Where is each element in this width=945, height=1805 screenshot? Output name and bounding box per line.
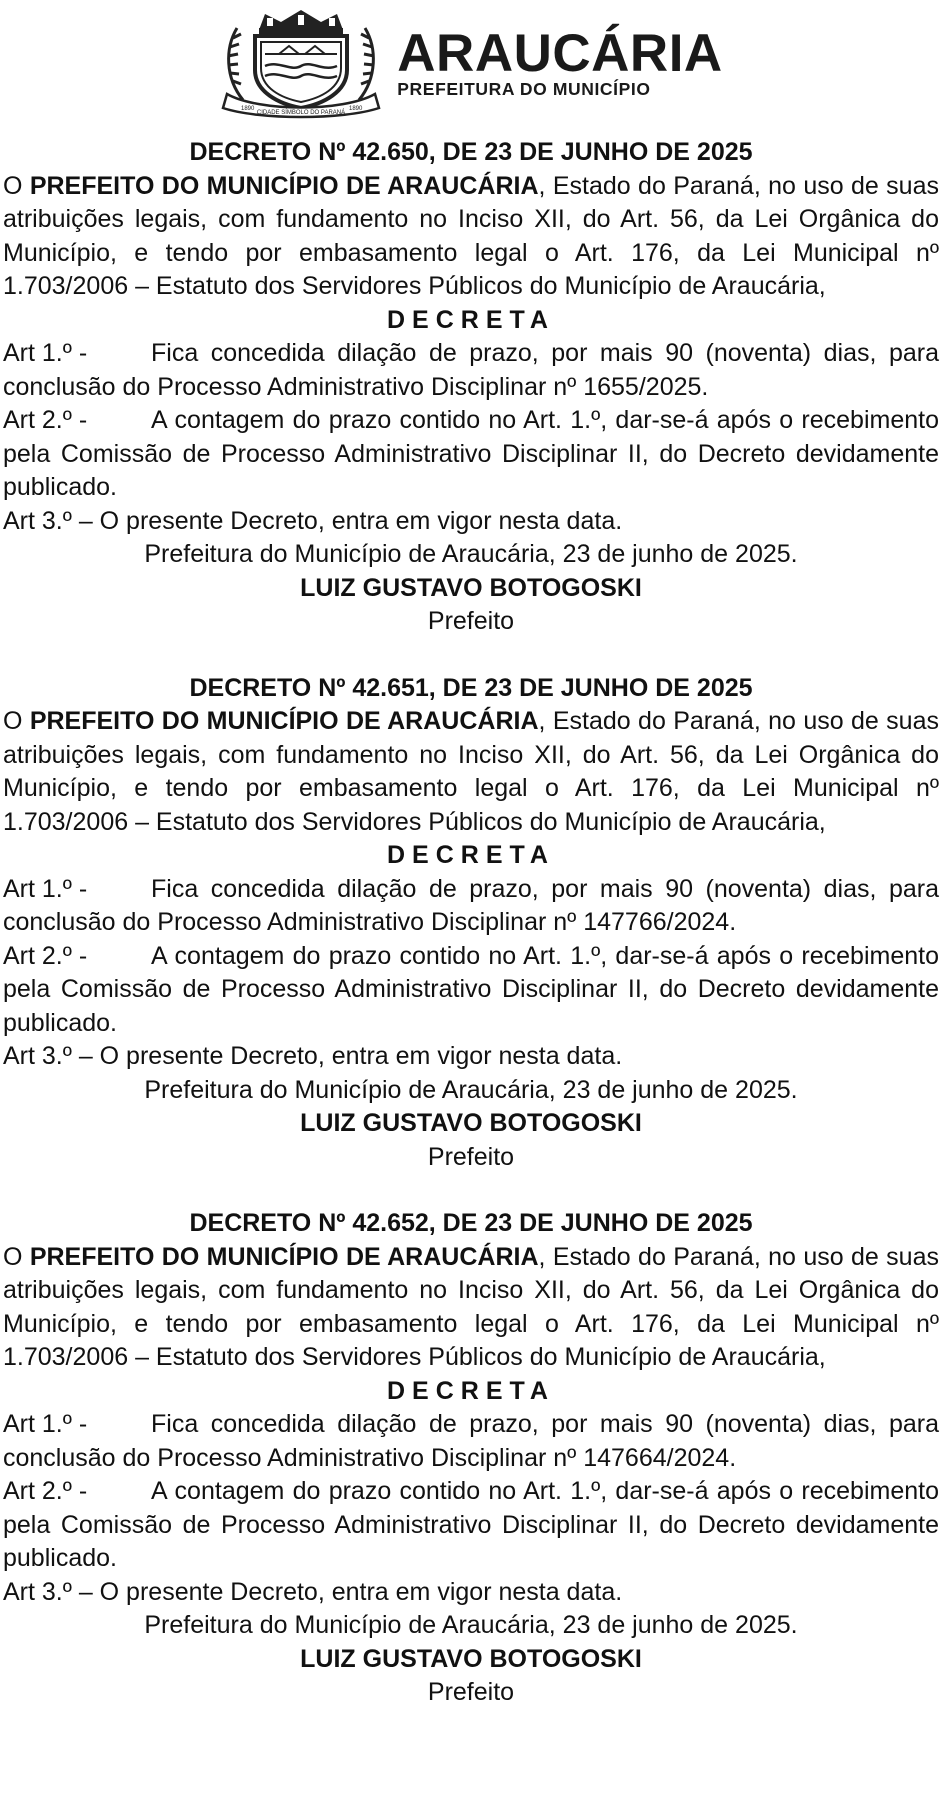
preamble-o: O xyxy=(3,1242,30,1271)
article-1 xyxy=(3,873,939,940)
signer-name: LUIZ GUSTAVO BOTOGOSKI xyxy=(300,573,642,602)
article-1-label: Art 1.º - xyxy=(3,874,88,903)
decree-preamble xyxy=(3,170,939,304)
signer-role: Prefeito xyxy=(427,1142,515,1171)
article-1-text: Fica concedida dilação de prazo, por mais 90 (noventa) dias, para conclusão do Processo Administrativo Disciplinar nº 147766/2024. xyxy=(3,874,939,936)
preamble-o: O xyxy=(3,171,30,200)
decree-title: DECRETO Nº 42.651, DE 23 DE JUNHO DE 2025 xyxy=(189,673,753,702)
crest-ribbon-left: 1890 xyxy=(241,106,255,112)
article-2-text: A contagem do prazo contido no Art. 1.º, dar-se-á após o recebimento pela Comissão de Processo Administrativo Disciplinar II, do Decreto devidamente publicado. xyxy=(3,406,939,501)
article-2 xyxy=(3,1475,939,1576)
preamble-authority: PREFEITO DO MUNICÍPIO DE ARAUCÁRIA xyxy=(29,707,539,735)
preamble-text: , Estado do Paraná, no uso de suas atribuições legais, com fundamento no Inciso XII, do Art. 56, da Lei Orgânica do Município, e tendo por embasamento legal o Art. 176, da Lei Municipal nº 1.703/2006 – Estatuto dos Servidores Públicos do Município de Araucária, xyxy=(3,171,939,300)
decreta-heading: DECRETA xyxy=(387,841,555,869)
crest-ribbon-center: CIDADE SÍMBOLO DO PARANÁ xyxy=(257,110,346,116)
place-date: Prefeitura do Município de Araucária, 23 de junho de 2025. xyxy=(144,1075,798,1104)
article-2-label: Art 2.º - xyxy=(3,406,88,434)
decreta-heading: DECRETA xyxy=(387,1376,555,1405)
article-3: Art 3.º – O presente Decreto, entra em vigor nesta data. xyxy=(3,1577,623,1606)
article-3: Art 3.º – O presente Decreto, entra em vigor nesta data. xyxy=(3,506,623,535)
preamble-text: , Estado do Paraná, no uso de suas atribuições legais, com fundamento no Inciso XII, do Art. 56, da Lei Orgânica do Município, e tendo por embasamento legal o Art. 176, da Lei Municipal nº 1.703/2006 – Estatuto dos Servidores Públicos do Município de Araucária, xyxy=(3,707,939,836)
crest-ribbon-right: 1890 xyxy=(349,106,363,112)
article-2 xyxy=(3,404,939,505)
article-3: Art 3.º – O presente Decreto, entra em vigor nesta data. xyxy=(3,1042,623,1070)
article-1-label: Art 1.º - xyxy=(3,1410,88,1438)
article-1-label: Art 1.º - xyxy=(3,339,88,367)
decree-block xyxy=(3,672,939,1175)
article-2 xyxy=(3,940,939,1041)
decreta-heading: DECRETA xyxy=(387,305,555,334)
article-2-label: Art 2.º - xyxy=(3,1477,88,1505)
signer-role: Prefeito xyxy=(427,1678,515,1706)
signer-role: Prefeito xyxy=(427,607,515,635)
article-1-text: Fica concedida dilação de prazo, por mais 90 (noventa) dias, para conclusão do Processo Administrativo Disciplinar nº 147664/2024. xyxy=(3,1410,939,1472)
municipal-crest-icon xyxy=(219,8,383,120)
preamble-text: , Estado do Paraná, no uso de suas atribuições legais, com fundamento no Inciso XII, do Art. 56, da Lei Orgânica do Município, e tendo por embasamento legal o Art. 176, da Lei Municipal nº 1.703/2006 – Estatuto dos Servidores Públicos do Município de Araucária, xyxy=(3,1242,939,1371)
preamble-authority: PREFEITO DO MUNICÍPIO DE ARAUCÁRIA xyxy=(29,171,539,200)
decree-block xyxy=(3,1207,939,1710)
article-1 xyxy=(3,1408,939,1475)
decree-preamble xyxy=(3,1241,939,1375)
article-1-text: Fica concedida dilação de prazo, por mais 90 (noventa) dias, para conclusão do Processo Administrativo Disciplinar nº 1655/2025. xyxy=(3,339,939,401)
page-header xyxy=(3,0,939,128)
signer-name: LUIZ GUSTAVO BOTOGOSKI xyxy=(300,1644,642,1673)
article-2-text: A contagem do prazo contido no Art. 1.º, dar-se-á após o recebimento pela Comissão de Processo Administrativo Disciplinar II, do Decreto devidamente publicado. xyxy=(3,941,939,1037)
signer-name: LUIZ GUSTAVO BOTOGOSKI xyxy=(300,1109,642,1137)
place-date: Prefeitura do Município de Araucária, 23 de junho de 2025. xyxy=(144,540,798,568)
brand-block xyxy=(397,24,723,99)
decree-block xyxy=(3,136,939,639)
place-date: Prefeitura do Município de Araucária, 23 de junho de 2025. xyxy=(144,1611,798,1639)
decree-title: DECRETO Nº 42.650, DE 23 DE JUNHO DE 2025 xyxy=(189,138,753,166)
brand-subtitle: PREFEITURA DO MUNICÍPIO xyxy=(397,79,651,99)
article-2-label: Art 2.º - xyxy=(3,941,88,970)
brand-name: ARAUCÁRIA xyxy=(397,24,723,83)
decree-title: DECRETO Nº 42.652, DE 23 DE JUNHO DE 2025 xyxy=(189,1209,753,1237)
preamble-authority: PREFEITO DO MUNICÍPIO DE ARAUCÁRIA xyxy=(29,1242,539,1271)
preamble-o: O xyxy=(3,707,30,735)
article-2-text: A contagem do prazo contido no Art. 1.º, dar-se-á após o recebimento pela Comissão de Processo Administrativo Disciplinar II, do Decreto devidamente publicado. xyxy=(3,1477,939,1572)
article-1 xyxy=(3,337,939,404)
decree-preamble xyxy=(3,705,939,839)
